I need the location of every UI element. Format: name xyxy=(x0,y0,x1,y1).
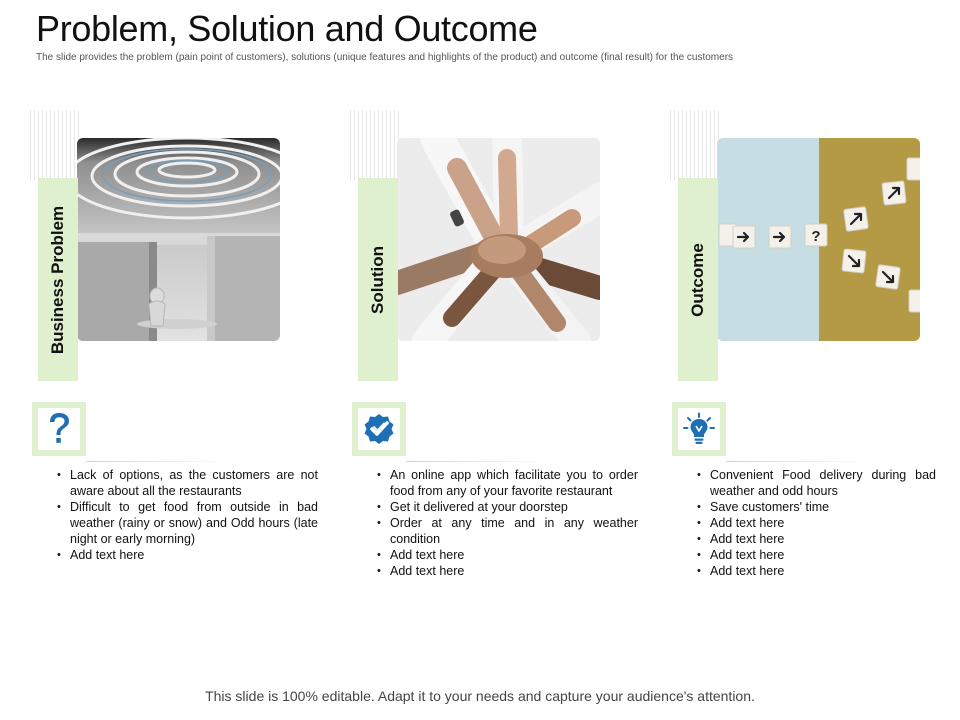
lightbulb-icon xyxy=(682,412,716,446)
separator-line xyxy=(86,461,226,462)
separator-line xyxy=(726,461,866,462)
label-bar xyxy=(678,178,718,381)
column-outcome xyxy=(670,110,960,590)
maze-photo xyxy=(77,138,280,341)
photo-question-glyph: ? xyxy=(811,228,821,245)
decorative-hatch xyxy=(30,110,80,180)
separator-line xyxy=(406,461,546,462)
list-item: • An online app which facilitate you to order food from any of your favorite restaurant xyxy=(376,467,638,499)
list-item: • Add text here xyxy=(56,547,318,563)
list-item: • Difficult to get food from outside in bad weather (rainy or snow) and Odd hours (late night or early morning) xyxy=(56,499,318,547)
list-item: • Add text here xyxy=(696,547,936,563)
list-item: • Add text here xyxy=(696,531,936,547)
label-bar xyxy=(38,178,78,381)
icon-frame xyxy=(352,402,406,456)
question-mark-icon xyxy=(44,411,74,447)
bullet-list xyxy=(376,467,638,579)
list-item: • Order at any time and in any weather condition xyxy=(376,515,638,547)
slide-footer: This slide is 100% editable. Adapt it to your needs and capture your audience's attention. xyxy=(205,688,755,704)
column-label: Solution xyxy=(368,245,387,314)
list-item: • Get it delivered at your doorstep xyxy=(376,499,638,515)
list-item: • Save customers' time xyxy=(696,499,936,515)
checkmark-badge-icon xyxy=(362,412,396,446)
icon-frame xyxy=(672,402,726,456)
arrow-blocks-photo xyxy=(717,138,920,341)
list-item: • Add text here xyxy=(376,547,638,563)
list-item: • Lack of options, as the customers are not aware about all the restaurants xyxy=(56,467,318,499)
icon-frame xyxy=(32,402,86,456)
column-solution xyxy=(350,110,650,590)
column-label: Outcome xyxy=(688,242,707,317)
list-item: • Add text here xyxy=(696,563,936,579)
column-business-problem xyxy=(30,110,330,590)
bullet-list xyxy=(696,467,936,579)
list-item: • Add text here xyxy=(376,563,638,579)
stacked-hands-photo xyxy=(397,138,600,341)
list-item: • Add text here xyxy=(696,515,936,531)
decorative-hatch xyxy=(350,110,400,180)
decorative-hatch xyxy=(670,110,720,180)
column-label: Business Problem xyxy=(48,205,67,354)
list-item: • Convenient Food delivery during bad weather and odd hours xyxy=(696,467,936,499)
slide-title: Problem, Solution and Outcome xyxy=(36,8,538,49)
label-bar xyxy=(358,178,398,381)
slide-subtitle: The slide provides the problem (pain point of customers), solutions (unique features and highlights of the product) and outcome (final result) for the customers xyxy=(36,52,734,63)
bullet-list xyxy=(56,467,318,563)
